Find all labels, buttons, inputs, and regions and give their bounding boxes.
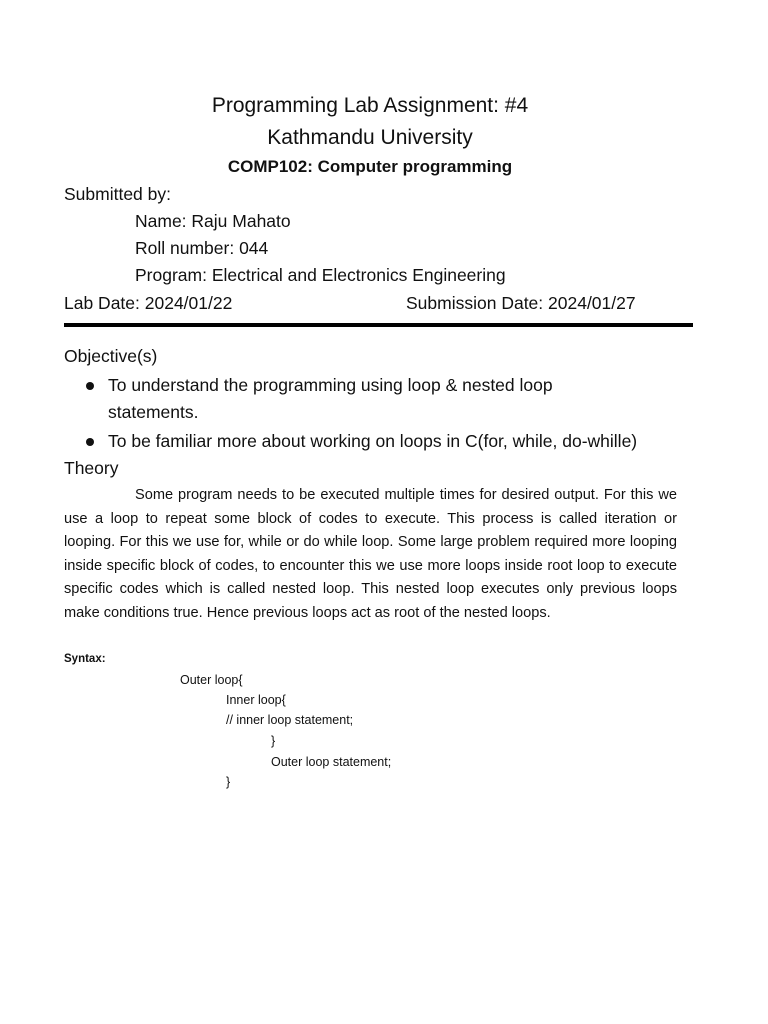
university-name: Kathmandu University: [267, 126, 473, 149]
submission-date: Submission Date: 2024/01/27: [406, 293, 636, 313]
theory-heading: Theory: [64, 458, 119, 478]
code-line: }: [226, 775, 231, 789]
student-name: Name: Raju Mahato: [135, 211, 291, 231]
objectives-heading: Objective(s): [64, 346, 158, 366]
objective-item-1-continued: statements.: [108, 402, 199, 422]
code-line: // inner loop statement;: [226, 713, 354, 727]
objective-item-1: To understand the programming using loop & nested loop: [108, 375, 553, 395]
header-divider: [64, 323, 693, 327]
code-line: }: [271, 734, 276, 748]
program-name: Program: Electrical and Electronics Engineering: [135, 265, 506, 285]
syntax-label: Syntax:: [64, 653, 106, 665]
theory-paragraph: Some program needs to be executed multiple times for desired output. For this we use a loop to repeat some block of codes to execute. This process is called iteration or looping. For this we use for, while or do while loop. Some large problem required more looping inside specific block of codes, to encounter this we use more loops inside root loop to execute specific codes which is called nested loop. This nested loop executes only previous loops make conditions true. Hence previous loops act as root of the nested loops.: [64, 487, 677, 621]
assignment-title: Programming Lab Assignment: #4: [211, 94, 529, 117]
code-line: Outer loop{: [180, 673, 243, 687]
code-line: Outer loop statement;: [271, 755, 392, 769]
objective-item-2: To be familiar more about working on loops in C(for, while, do-whille): [108, 431, 638, 451]
course-title: COMP102: Computer programming: [227, 157, 513, 176]
roll-number: Roll number: 044: [135, 238, 269, 258]
bullet-icon: [86, 438, 94, 446]
code-line: Inner loop{: [226, 693, 286, 707]
bullet-icon: [86, 382, 94, 390]
submitted-by-label: Submitted by:: [64, 184, 171, 204]
lab-date: Lab Date: 2024/01/22: [64, 293, 233, 313]
